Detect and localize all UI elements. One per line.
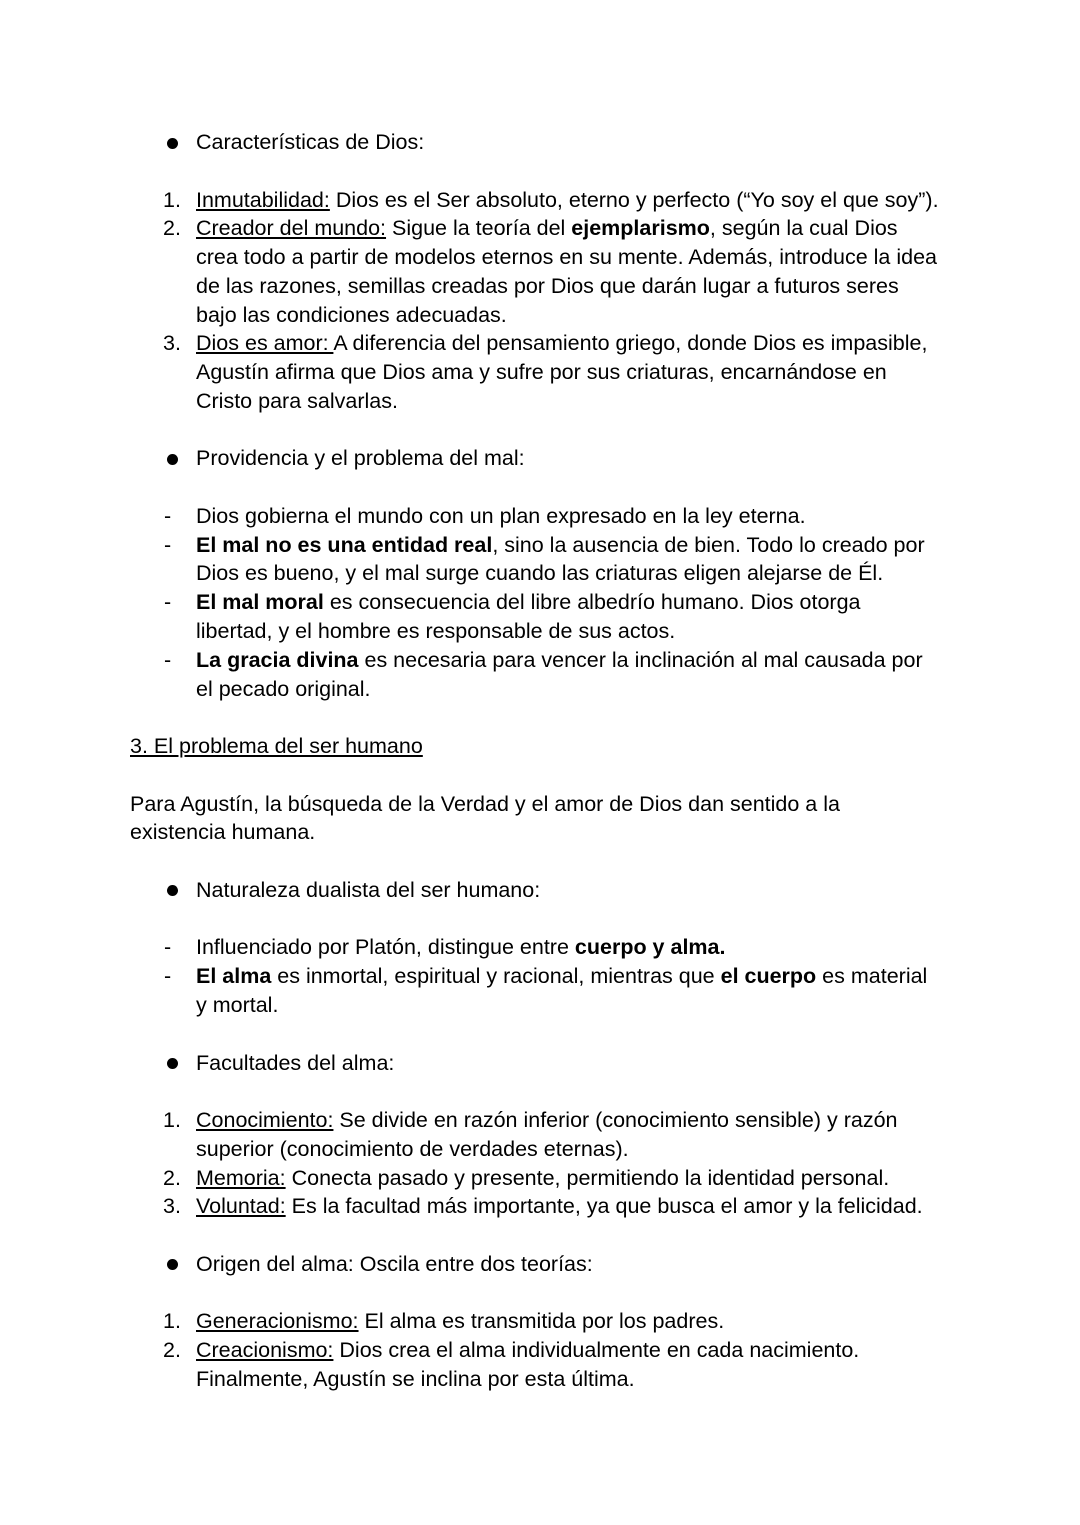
item-bold-text: El alma: [196, 964, 272, 989]
blank-line: [0, 1020, 1080, 1049]
paragraph-line: Para Agustín, la búsqueda de la Verdad y el amor de Dios dan sentido a la: [130, 791, 840, 816]
bullet-icon: [167, 1058, 178, 1069]
numbered-item: [163, 1336, 1080, 1365]
numbered-item: [163, 1106, 1080, 1135]
bullet-heading: [196, 876, 1080, 905]
numbered-item: [163, 186, 1080, 215]
bullet-icon: [167, 138, 178, 149]
bullet-heading: [196, 444, 1080, 473]
item-label: Conocimiento:: [196, 1108, 334, 1133]
item-text: Dios es el Ser absoluto, eterno y perfecto (“Yo soy el que soy”).: [329, 187, 939, 212]
item-bold-text: La gracia divina: [196, 647, 359, 672]
item-text: A diferencia del pensamiento griego, donde Dios es impasible,: [333, 331, 928, 356]
document-page: [0, 128, 1080, 1394]
item-continuation: superior (conocimiento de verdades eternas).: [196, 1136, 629, 1161]
dash-marker: -: [164, 935, 172, 960]
dash-marker: -: [164, 503, 172, 528]
bullet-icon: [167, 454, 178, 465]
blank-line: [0, 157, 1080, 186]
heading-text: Naturaleza dualista del ser humano:: [196, 877, 541, 902]
numbered-item: [163, 329, 1080, 358]
item-number: 3.: [163, 1194, 181, 1219]
item-text: Conecta pasado y presente, permitiendo la identidad personal.: [285, 1165, 890, 1190]
item-continuation: Agustín afirma que Dios ama y sufre por sus criaturas, encarnándose en: [196, 360, 887, 385]
item-label: Voluntad:: [196, 1194, 286, 1219]
item-number: 3.: [163, 331, 181, 356]
item-label: Creacionismo:: [196, 1338, 334, 1363]
bullet-heading: [196, 128, 1080, 157]
item-continuation: crea todo a partir de modelos eternos en su mente. Además, introduce la idea: [196, 245, 937, 270]
blank-line: [0, 847, 1080, 876]
item-text: Es la facultad más importante, ya que busca el amor y la felicidad.: [285, 1194, 923, 1219]
item-continuation: Finalmente, Agustín se inclina por esta última.: [196, 1366, 635, 1391]
bullet-heading: [196, 1250, 1080, 1279]
item-text: es material: [816, 964, 928, 989]
blank-line: [0, 416, 1080, 445]
blank-line: [0, 1279, 1080, 1308]
item-number: 1.: [163, 187, 181, 212]
item-label: Memoria:: [196, 1165, 286, 1190]
item-bold-text: cuerpo y alma.: [574, 935, 726, 960]
section-title: 3. El problema del ser humano: [130, 734, 423, 759]
heading-text: Características de Dios:: [196, 130, 425, 154]
item-text: es consecuencia del libre albedrío humano. Dios otorga: [323, 590, 861, 615]
numbered-item: [163, 1307, 1080, 1336]
numbered-item: [163, 1164, 1080, 1193]
item-number: 2.: [163, 216, 181, 241]
item-label: Creador del mundo:: [196, 216, 387, 241]
item-bold-text: el cuerpo: [720, 964, 817, 989]
blank-line: [0, 761, 1080, 790]
item-text: Sigue la teoría del: [386, 216, 572, 241]
item-label: Inmutabilidad:: [196, 187, 330, 212]
blank-line: [0, 905, 1080, 934]
item-text: , sino la ausencia de bien. Todo lo creado por: [492, 532, 925, 557]
item-number: 2.: [163, 1165, 181, 1190]
paragraph-line: existencia humana.: [130, 820, 316, 845]
bullet-icon: [167, 1259, 178, 1270]
item-text: El alma es transmitida por los padres.: [358, 1309, 725, 1334]
item-number: 1.: [163, 1309, 181, 1334]
item-number: 1.: [163, 1108, 181, 1133]
item-continuation: Dios es bueno, y el mal surge cuando las criaturas eligen alejarse de Él.: [196, 561, 884, 586]
dash-marker: -: [164, 590, 172, 615]
numbered-item: [163, 214, 1080, 243]
blank-line: [0, 473, 1080, 502]
dash-item: [164, 502, 1080, 531]
item-bold-text: El mal no es una entidad real: [196, 532, 493, 557]
blank-line: [0, 703, 1080, 732]
numbered-item: [163, 1192, 1080, 1221]
heading-text: Providencia y el problema del mal:: [196, 446, 525, 471]
heading-text: Origen del alma: Oscila entre dos teorías:: [196, 1251, 593, 1276]
blank-line: [0, 1077, 1080, 1106]
dash-item: [164, 531, 1080, 560]
blank-line: [0, 1221, 1080, 1250]
item-number: 2.: [163, 1338, 181, 1363]
item-continuation: Cristo para salvarlas.: [196, 388, 398, 413]
item-text: Influenciado por Platón, distingue entre: [196, 935, 575, 960]
item-continuation: bajo las condiciones adecuadas.: [196, 302, 507, 327]
item-text: Se divide en razón inferior (conocimiento sensible) y razón: [333, 1108, 898, 1133]
bullet-icon: [167, 885, 178, 896]
item-text: Dios crea el alma individualmente en cada nacimiento.: [333, 1338, 860, 1363]
dash-item: [164, 646, 1080, 675]
dash-item: [164, 933, 1080, 962]
dash-marker: -: [164, 532, 172, 557]
item-bold-text: El mal moral: [196, 590, 324, 615]
item-text: es necesaria para vencer la inclinación al mal causada por: [358, 647, 923, 672]
item-text: Dios gobierna el mundo con un plan expresado en la ley eterna.: [196, 503, 806, 528]
bullet-heading: [196, 1049, 1080, 1078]
item-text: es inmortal, espiritual y racional, mientras que: [271, 964, 721, 989]
item-bold-text: ejemplarismo: [571, 216, 710, 241]
item-continuation: y mortal.: [196, 992, 279, 1017]
dash-item: [164, 588, 1080, 617]
heading-text: Facultades del alma:: [196, 1050, 395, 1075]
dash-marker: -: [164, 647, 172, 672]
dash-item: [164, 962, 1080, 991]
item-continuation: el pecado original.: [196, 676, 371, 701]
dash-marker: -: [164, 964, 172, 989]
item-label: Dios es amor:: [196, 331, 334, 356]
item-continuation: libertad, y el hombre es responsable de sus actos.: [196, 619, 676, 644]
item-text: , según la cual Dios: [709, 216, 898, 241]
item-label: Generacionismo:: [196, 1309, 359, 1334]
item-continuation: de las razones, semillas creadas por Dios que darán lugar a futuros seres: [196, 273, 899, 298]
